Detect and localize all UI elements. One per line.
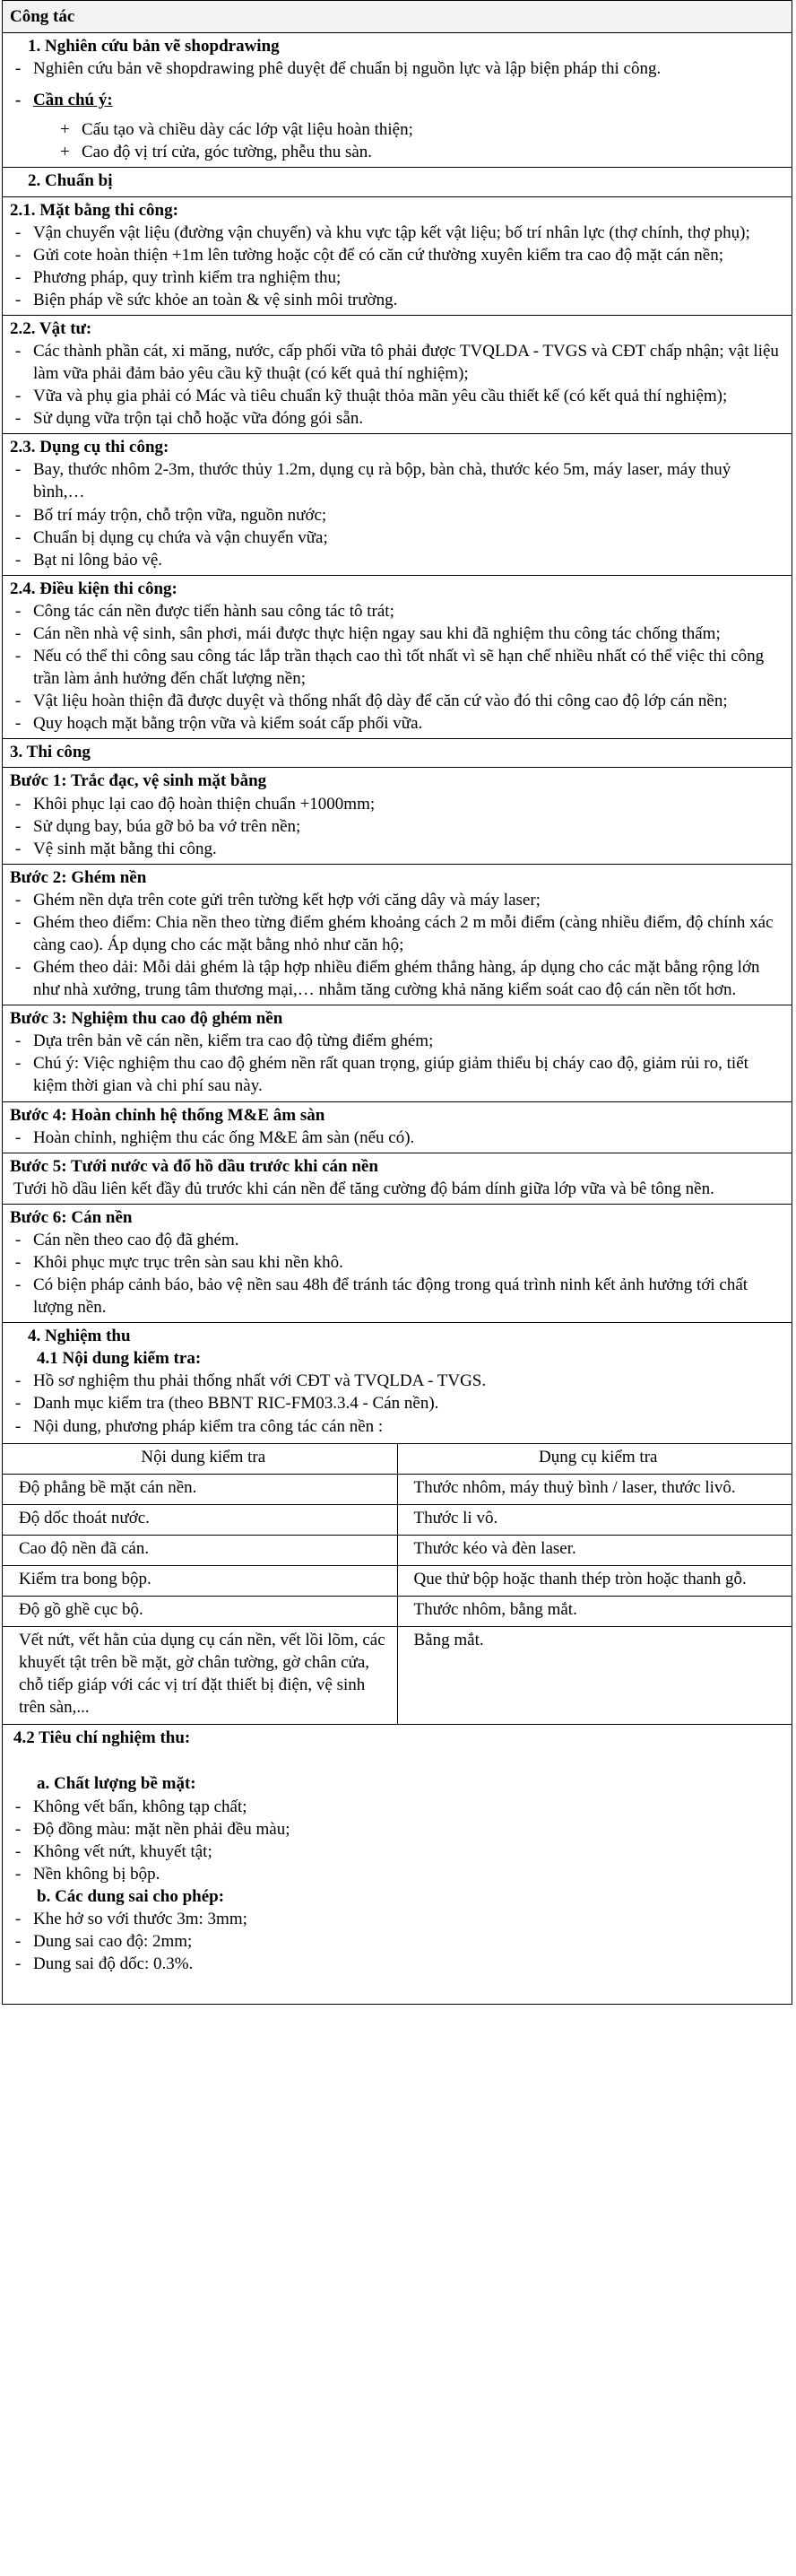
list-item: - Khôi phục mực trục trên sàn sau khi nền khô. bbox=[10, 1251, 786, 1274]
table-row bbox=[3, 1535, 792, 1565]
step-3-list bbox=[10, 1030, 786, 1097]
step-3 bbox=[3, 1005, 792, 1101]
section-4-2 bbox=[3, 1725, 792, 2004]
list-item: - Chú ý: Việc nghiệm thu cao độ ghém nền rất quan trọng, giúp giảm thiểu bị cháy cao độ, giảm rủi ro, tiết kiệm thời gian và chi phí sau này. bbox=[10, 1052, 786, 1097]
table-cell: Độ dốc thoát nước. bbox=[3, 1504, 397, 1535]
step-1-list bbox=[10, 793, 786, 860]
list-item: - Danh mục kiểm tra (theo BBNT RIC-FM03.3.4 - Cán nền). bbox=[10, 1392, 786, 1414]
list-item: - Sử dụng bay, búa gỡ bỏ ba vớ trên nền; bbox=[10, 815, 786, 838]
table-cell: Vết nứt, vết hằn của dụng cụ cán nền, vết lồi lõm, các khuyết tật trên bề mặt, gờ chân tường, gờ chân cửa, chỗ tiếp giáp với các vị trí đặt thiết bị điện, vệ sinh trên sàn,... bbox=[3, 1627, 397, 1725]
list-item: - Vữa và phụ gia phải có Mác và tiêu chuẩn kỹ thuật thỏa mãn yêu cầu thiết kế (có kết quả thí nghiệm); bbox=[10, 385, 786, 407]
list-item: - Dựa trên bản vẽ cán nền, kiểm tra cao độ từng điểm ghém; bbox=[10, 1030, 786, 1052]
step-6-title: Bước 6: Cán nền bbox=[10, 1207, 133, 1227]
section-3-title: 3. Thi công bbox=[10, 743, 91, 762]
section-2-3-title: 2.3. Dụng cụ thi công: bbox=[10, 438, 169, 457]
section-2-1-list bbox=[10, 222, 786, 311]
list-item: - Chuẩn bị dụng cụ chứa và vận chuyển vữa; bbox=[10, 527, 786, 549]
list-item: - Hồ sơ nghiệm thu phải thống nhất với CĐT và TVQLDA - TVGS. bbox=[10, 1370, 786, 1392]
tolerance-list bbox=[10, 1908, 786, 1975]
table-cell: Thước li vô. bbox=[397, 1504, 792, 1535]
section-2-3 bbox=[3, 434, 792, 575]
list-item: - Biện pháp về sức khỏe an toàn & vệ sinh môi trường. bbox=[10, 289, 786, 311]
table-cell: Que thử bộp hoặc thanh thép tròn hoặc thanh gỗ. bbox=[397, 1565, 792, 1596]
list-item: + Cao độ vị trí cửa, góc tường, phễu thu sàn. bbox=[10, 141, 786, 163]
table-cell: Thước kéo và đèn laser. bbox=[397, 1535, 792, 1565]
section-2-title: 2. Chuẩn bị bbox=[28, 171, 113, 191]
list-item: - Nếu có thể thi công sau công tác lắp trần thạch cao thì tốt nhất vì sẽ hạn chế nhiều nhất có thể việc thi công trần làm ảnh hưởng đến chất lượng nền; bbox=[10, 645, 786, 690]
table-header-row bbox=[3, 1443, 792, 1474]
table-row bbox=[3, 1474, 792, 1504]
list-item: - Vật liệu hoàn thiện đã được duyệt và thống nhất độ dày để căn cứ vào đó thi công cao độ lớp cán nền; bbox=[10, 690, 786, 712]
list-item: - Không vết bẩn, không tạp chất; bbox=[10, 1796, 786, 1818]
table-cell: Độ gồ ghề cục bộ. bbox=[3, 1597, 397, 1627]
step-5-text: Tưới hồ dầu liên kết đầy đủ trước khi cán nền để tăng cường độ bám dính giữa lớp vữa và bê tông nền. bbox=[13, 1179, 714, 1198]
list-item: - Bố trí máy trộn, chỗ trộn vữa, nguồn nước; bbox=[10, 504, 786, 527]
column-header: Dụng cụ kiểm tra bbox=[397, 1443, 792, 1474]
step-1-title: Bước 1: Trắc đạc, vệ sinh mặt bằng bbox=[10, 771, 267, 791]
section-4-1-title: 4.1 Nội dung kiểm tra: bbox=[37, 1349, 202, 1369]
section-2-4-list bbox=[10, 600, 786, 735]
table-row bbox=[3, 1597, 792, 1627]
tolerance-title: b. Các dung sai cho phép: bbox=[37, 1886, 225, 1906]
list-item: - Nền không bị bộp. bbox=[10, 1863, 786, 1885]
table-row bbox=[3, 1627, 792, 1725]
section-2-3-list bbox=[10, 458, 786, 570]
surface-quality-list bbox=[10, 1796, 786, 1885]
document-table bbox=[2, 0, 792, 2005]
step-1 bbox=[3, 768, 792, 864]
section-2 bbox=[3, 168, 792, 196]
table-cell: Độ phẳng bề mặt cán nền. bbox=[3, 1474, 397, 1504]
list-item: - Công tác cán nền được tiến hành sau công tác tô trát; bbox=[10, 600, 786, 622]
list-item: - Ghém nền dựa trên cote gửi trên tường kết hợp với căng dây và máy laser; bbox=[10, 889, 786, 911]
list-item: - Dung sai cao độ: 2mm; bbox=[10, 1930, 786, 1953]
list-item: - Nội dung, phương pháp kiểm tra công tác cán nền : bbox=[10, 1415, 786, 1438]
surface-quality-title: a. Chất lượng bề mặt: bbox=[37, 1774, 196, 1794]
table-row bbox=[3, 1565, 792, 1596]
list-item: - Nghiên cứu bản vẽ shopdrawing phê duyệt để chuẩn bị nguồn lực và lập biện pháp thi công. bbox=[10, 57, 786, 80]
list-item: + Cấu tạo và chiều dày các lớp vật liệu hoàn thiện; bbox=[10, 118, 786, 141]
list-item: - Không vết nứt, khuyết tật; bbox=[10, 1841, 786, 1863]
section-1-title: 1. Nghiên cứu bản vẽ shopdrawing bbox=[28, 37, 280, 57]
section-2-2 bbox=[3, 316, 792, 434]
step-2-list bbox=[10, 889, 786, 1001]
step-5-title: Bước 5: Tưới nước và đổ hồ dầu trước khi cán nền bbox=[10, 1156, 378, 1176]
section-4-1-list bbox=[10, 1370, 786, 1437]
header-cell: Công tác bbox=[3, 1, 792, 33]
list-item: - Độ đồng màu: mặt nền phải đều màu; bbox=[10, 1818, 786, 1841]
list-item: - Sử dụng vữa trộn tại chỗ hoặc vữa đóng gói sẵn. bbox=[10, 407, 786, 430]
list-item: - Ghém theo dải: Mỗi dải ghém là tập hợp nhiều điểm ghém thẳng hàng, áp dụng cho các mặt bằng rộng lớn như nhà xưởng, trung tâm thương mại,… nhằm tăng cường khả năng kiểm soát cao độ cán nền tốt hơn. bbox=[10, 956, 786, 1001]
list-item: - Khôi phục lại cao độ hoàn thiện chuẩn +1000mm; bbox=[10, 793, 786, 815]
section-4 bbox=[3, 1323, 792, 1725]
column-header: Nội dung kiểm tra bbox=[3, 1443, 397, 1474]
section-2-2-title: 2.2. Vật tư: bbox=[10, 318, 92, 338]
step-3-title: Bước 3: Nghiệm thu cao độ ghém nền bbox=[10, 1009, 283, 1029]
table-cell: Bằng mắt. bbox=[397, 1627, 792, 1725]
list-item: - Bạt ni lông bảo vệ. bbox=[10, 549, 786, 571]
section-4-title: 4. Nghiệm thu bbox=[28, 1327, 131, 1346]
section-2-1 bbox=[3, 197, 792, 316]
table-cell: Thước nhôm, máy thuỷ bình / laser, thước livô. bbox=[397, 1474, 792, 1504]
list-item: - Cán nền theo cao độ đã ghém. bbox=[10, 1229, 786, 1251]
section-1-list bbox=[10, 57, 786, 80]
list-item: - Ghém theo điểm: Chia nền theo từng điểm ghém khoảng cách 2 m mỗi điểm (càng nhiều điểm, độ chính xác càng cao). Áp dụng cho các mặt bằng nhỏ như căn hộ; bbox=[10, 911, 786, 956]
step-2 bbox=[3, 865, 792, 1005]
step-4 bbox=[3, 1102, 792, 1153]
note-label: - Cần chú ý: bbox=[10, 89, 786, 111]
table-cell: Cao độ nền đã cán. bbox=[3, 1535, 397, 1565]
table-cell: Thước nhôm, bằng mắt. bbox=[397, 1597, 792, 1627]
list-item: - Vận chuyển vật liệu (đường vận chuyển) và khu vực tập kết vật liệu; bố trí nhân lực (thợ chính, thợ phụ); bbox=[10, 222, 786, 244]
section-4-2-title: 4.2 Tiêu chí nghiệm thu: bbox=[13, 1728, 191, 1748]
list-item: - Có biện pháp cảnh báo, bảo vệ nền sau 48h để tránh tác động trong quá trình ninh kết ảnh hưởng tới chất lượng nền. bbox=[10, 1274, 786, 1318]
step-4-list bbox=[10, 1127, 786, 1149]
table-cell: Kiểm tra bong bộp. bbox=[3, 1565, 397, 1596]
step-6-list bbox=[10, 1229, 786, 1318]
note-list bbox=[10, 118, 786, 163]
step-5 bbox=[3, 1153, 792, 1205]
section-1 bbox=[3, 33, 792, 168]
section-2-4-title: 2.4. Điều kiện thi công: bbox=[10, 579, 177, 598]
list-item: - Khe hở so với thước 3m: 3mm; bbox=[10, 1908, 786, 1930]
section-2-2-list bbox=[10, 340, 786, 430]
step-2-title: Bước 2: Ghém nền bbox=[10, 867, 147, 887]
list-item: - Hoàn chỉnh, nghiệm thu các ống M&E âm sàn (nếu có). bbox=[10, 1127, 786, 1149]
list-item: - Cán nền nhà vệ sinh, sân phơi, mái được thực hiện ngay sau khi đã nghiệm thu công tác chống thấm; bbox=[10, 622, 786, 645]
step-6 bbox=[3, 1205, 792, 1323]
section-2-4 bbox=[3, 576, 792, 740]
list-item: - Phương pháp, quy trình kiểm tra nghiệm thu; bbox=[10, 266, 786, 289]
list-item: - Bay, thước nhôm 2-3m, thước thủy 1.2m, dụng cụ rà bộp, bàn chà, thước kéo 5m, máy laser, máy thuỷ bình,… bbox=[10, 458, 786, 503]
list-item: - Quy hoạch mặt bằng trộn vữa và kiểm soát cấp phối vữa. bbox=[10, 712, 786, 735]
list-item: - Dung sai độ dốc: 0.3%. bbox=[10, 1953, 786, 1975]
list-item: - Các thành phần cát, xi măng, nước, cấp phối vữa tô phải được TVQLDA - TVGS và CĐT chấp nhận; vật liệu làm vữa phải đảm bảo yêu cầu kỹ thuật (có kết quả thí nghiệm); bbox=[10, 340, 786, 385]
list-item: - Vệ sinh mặt bằng thi công. bbox=[10, 838, 786, 860]
inspection-table bbox=[3, 1443, 792, 1725]
section-3 bbox=[3, 739, 792, 768]
table-row bbox=[3, 1504, 792, 1535]
step-4-title: Bước 4: Hoàn chỉnh hệ thống M&E âm sàn bbox=[10, 1105, 325, 1125]
list-item: - Gửi cote hoàn thiện +1m lên tường hoặc cột để có căn cứ thường xuyên kiểm tra cao độ mặt cán nền; bbox=[10, 244, 786, 266]
section-2-1-title: 2.1. Mặt bằng thi công: bbox=[10, 200, 178, 220]
